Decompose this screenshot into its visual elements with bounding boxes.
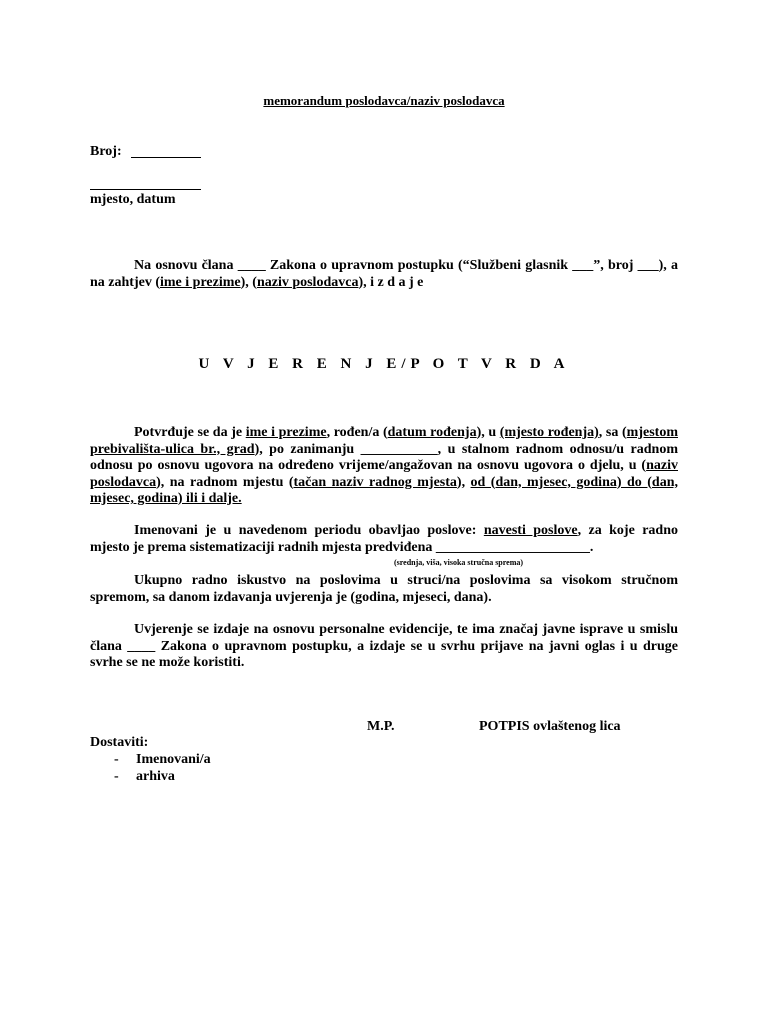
- duties-paragraph: Imenovani je u navedenom periodu obavljao poslove: navesti poslove, za koje radno mjesto je prema sistematizaciji radnih mjesta predviđena ______________________.: [90, 523, 679, 555]
- list-item: Imenovani/a: [136, 752, 211, 767]
- signature-label: POTPIS ovlaštenog lica: [479, 719, 621, 734]
- list-item: arhiva: [136, 769, 175, 784]
- list-bullet: -: [114, 752, 119, 767]
- broj-line: [131, 157, 201, 158]
- letterhead-placeholder: memorandum poslodavca/naziv poslodavca: [263, 93, 505, 108]
- qualification-note: (srednja, viša, visoka stručna sprema): [394, 558, 524, 567]
- broj-label: Broj:: [90, 144, 122, 159]
- mjesto-datum-line: [90, 189, 201, 190]
- list-bullet: -: [114, 769, 119, 784]
- mjesto-datum-label: mjesto, datum: [90, 192, 176, 207]
- confirmation-paragraph: Potvrđuje se da je ime i prezime, rođen/a (datum rođenja), u (mjesto rođenja), sa (mjestom prebivališta-ulica br., grad), po zanimanju ___________, u stalnom radnom odnosu/u radnom odnosu po osnovu ugovora na određeno vrijeme/angažovan na osnovu ugovora o djelu, u (naziv poslodavca), na radnom mjestu (tačan naziv radnog mjesta), od (dan, mjesec, godina) do (dan, mjesec, godina) ili i dalje.: [90, 425, 678, 506]
- document-title: U V J E R E N J E/P O T V R D A: [198, 356, 570, 372]
- deliver-to-label: Dostaviti:: [90, 735, 149, 750]
- stamp-placeholder: M.P.: [367, 719, 395, 734]
- experience-paragraph: Ukupno radno iskustvo na poslovima u struci/na poslovima sa visokom stručnom spremom, sa danom izdavanja uvjerenja je (godina, mjeseci, dana).: [90, 573, 678, 605]
- intro-paragraph: Na osnovu člana ____ Zakona o upravnom postupku (“Službeni glasnik ___”, broj ___), a na zahtjev (ime i prezime), (naziv poslodavca), i z d a j e: [90, 258, 678, 290]
- purpose-paragraph: Uvjerenje se izdaje na osnovu personalne evidencije, te ima značaj javne isprave u smislu člana ____ Zakona o upravnom postupku, a izdaje se u svrhu prijave na javni oglas i u druge svrhe se ne može koristiti.: [90, 622, 678, 670]
